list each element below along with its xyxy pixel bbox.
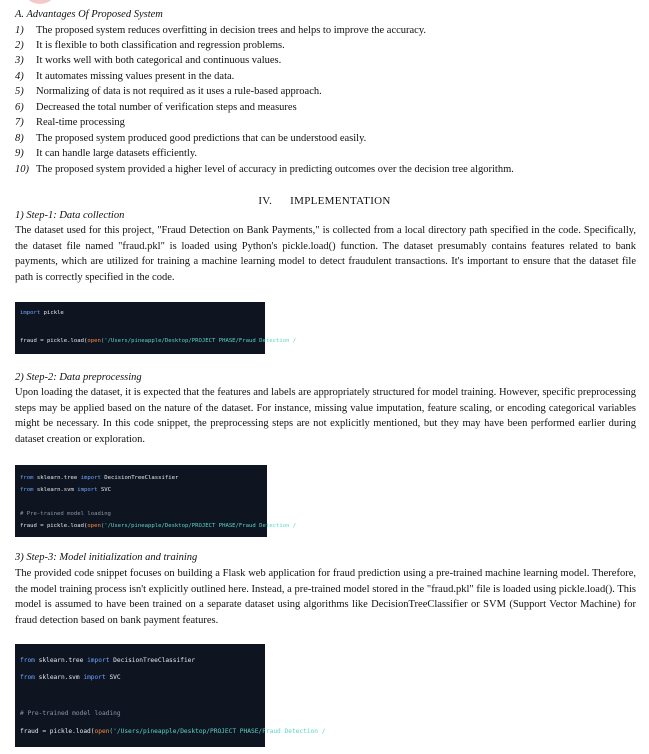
list-item-text: Decreased the total number of verification steps and measures — [36, 102, 297, 113]
code-line: from sklearn.tree import DecisionTreeClassifier — [20, 657, 196, 664]
code-line: from sklearn.svm import SVC — [20, 674, 121, 681]
code-comment: # Pre-trained model loading — [20, 710, 121, 717]
section-number: IV. — [258, 195, 273, 207]
code-line: from sklearn.svm import SVC — [20, 487, 111, 493]
code-line: fraud = pickle.load(open('/Users/pineapple/Desktop/PROJECT PHASE/Fraud Detection / — [20, 728, 326, 735]
list-item-text: It automates missing values present in the data. — [36, 71, 235, 82]
list-item-number: 8) — [15, 133, 24, 144]
code-snippet-3 — [15, 644, 326, 747]
list-item-text: Normalizing of data is not required as it uses a rule-based approach. — [36, 86, 322, 97]
list-item-number: 4) — [15, 71, 24, 82]
list-item-number: 3) — [15, 55, 24, 66]
step-1-paragraph: The dataset used for this project, "Fraud Detection on Bank Payments," is collected from a local directory path specified in the code. Specifically, the dataset file named "fraud.pkl" is loaded using Python's pickle.load() function. The dataset presumably contains features related to bank payments, which are utilized for training a machine learning model to detect fraudulent transactions. It's important to ensure that the dataset file path is correctly specified in the code. — [15, 225, 636, 283]
code-line: fraud = pickle.load(open('/Users/pineapple/Desktop/PROJECT PHASE/Fraud Detection / — [20, 338, 297, 344]
page-corner-mark — [22, 0, 58, 4]
section-heading — [0, 194, 649, 208]
section-title: IMPLEMENTATION — [290, 195, 391, 207]
step-3-paragraph: The provided code snippet focuses on building a Flask web application for fraud prediction using a pre-trained machine learning model. Therefore, the model training process isn't explicitly outlined here. Instead, a pre-trained model stored in the "fraud.pkl" file is loaded using pickle.load(). This model is assumed to have been trained on a separate dataset using algorithms like DecisionTreeClassifier or SVM (Support Vector Machine) for fraud detection based on bank payment features. — [15, 568, 636, 626]
list-item-text: The proposed system provided a higher level of accuracy in predicting outcomes over the decision tree algorithm. — [36, 164, 514, 175]
list-item-number: 1) — [15, 25, 24, 36]
list-item-text: It can handle large datasets efficiently. — [36, 148, 198, 159]
code-snippet-2 — [15, 465, 297, 537]
list-item-number: 2) — [15, 40, 24, 51]
list-item-text: The proposed system produced good predictions that can be understood easily. — [36, 133, 367, 144]
step-2-heading: 2) Step-2: Data preprocessing — [15, 372, 142, 383]
code-line: import pickle — [20, 310, 64, 316]
list-item-number: 6) — [15, 102, 24, 113]
list-item-text: It works well with both categorical and continuous values. — [36, 55, 282, 66]
list-item-text: It is flexible to both classification and regression problems. — [36, 40, 285, 51]
list-item-text: The proposed system reduces overfitting in decision trees and helps to improve the accuracy. — [36, 25, 427, 36]
code-line: from sklearn.tree import DecisionTreeClassifier — [20, 475, 179, 481]
step-1-heading: 1) Step-1: Data collection — [15, 210, 125, 221]
code-snippet-1 — [15, 302, 297, 354]
list-item-number: 9) — [15, 148, 24, 159]
list-item-number: 10) — [15, 164, 29, 175]
advantages-heading: A. Advantages Of Proposed System — [15, 9, 163, 20]
step-3-heading: 3) Step-3: Model initialization and training — [15, 552, 198, 563]
list-item-number: 7) — [15, 117, 24, 128]
code-line: fraud = pickle.load(open('/Users/pineapple/Desktop/PROJECT PHASE/Fraud Detection / — [20, 523, 297, 529]
step-2-paragraph: Upon loading the dataset, it is expected that the features and labels are appropriately structured for model training. However, specific preprocessing steps may be applied based on the nature of the dataset. For instance, missing value imputation, feature scaling, or encoding categorical variables might be necessary. In this code snippet, the preprocessing steps are not explicitly mentioned, but they may have been performed earlier during dataset creation or exploration. — [15, 387, 636, 445]
code-comment: # Pre-trained model loading — [20, 511, 111, 517]
list-item-number: 5) — [15, 86, 24, 97]
list-item-text: Real-time processing — [36, 117, 125, 128]
